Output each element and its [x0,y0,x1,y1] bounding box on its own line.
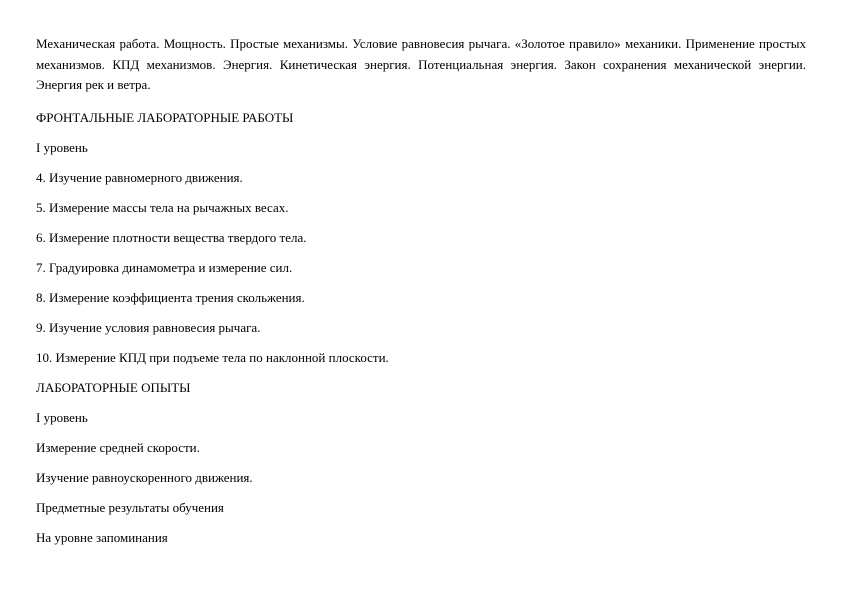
frontal-item: 9. Изучение условия равновесия рычага. [36,319,261,335]
frontal-item: 5. Измерение массы тела на рычажных весах. [36,199,289,215]
lab-experiments-heading: ЛАБОРАТОРНЫЕ ОПЫТЫ [36,379,191,395]
document-page [36,34,806,559]
intro-paragraph: Механическая работа. Мощность. Простые механизмы. Условие равновесия рычага. «Золотое правило» механики. Применение простых механизмов. КПД механизмов. Энергия. Кинетическая энергия. Потенциальная энергия. Закон сохранения механической энергии. Энергия рек и ветра. [36,36,806,92]
frontal-lab-works-heading: ФРОНТАЛЬНЫЕ ЛАБОРАТОРНЫЕ РАБОТЫ [36,109,294,125]
frontal-item: 10. Измерение КПД при подъеме тела по наклонной плоскости. [36,349,389,365]
lab-level-label: I уровень [36,409,88,425]
lab-item: Изучение равноускоренного движения. [36,469,253,485]
frontal-item: 4. Изучение равномерного движения. [36,169,243,185]
frontal-item: 8. Измерение коэффициента трения скольжения. [36,289,305,305]
lab-item: Измерение средней скорости. [36,439,200,455]
results-heading: Предметные результаты обучения [36,499,224,515]
results-level-label: На уровне запоминания [36,529,168,545]
frontal-level-label: I уровень [36,139,88,155]
frontal-item: 6. Измерение плотности вещества твердого тела. [36,229,307,245]
frontal-item: 7. Градуировка динамометра и измерение сил. [36,259,293,275]
